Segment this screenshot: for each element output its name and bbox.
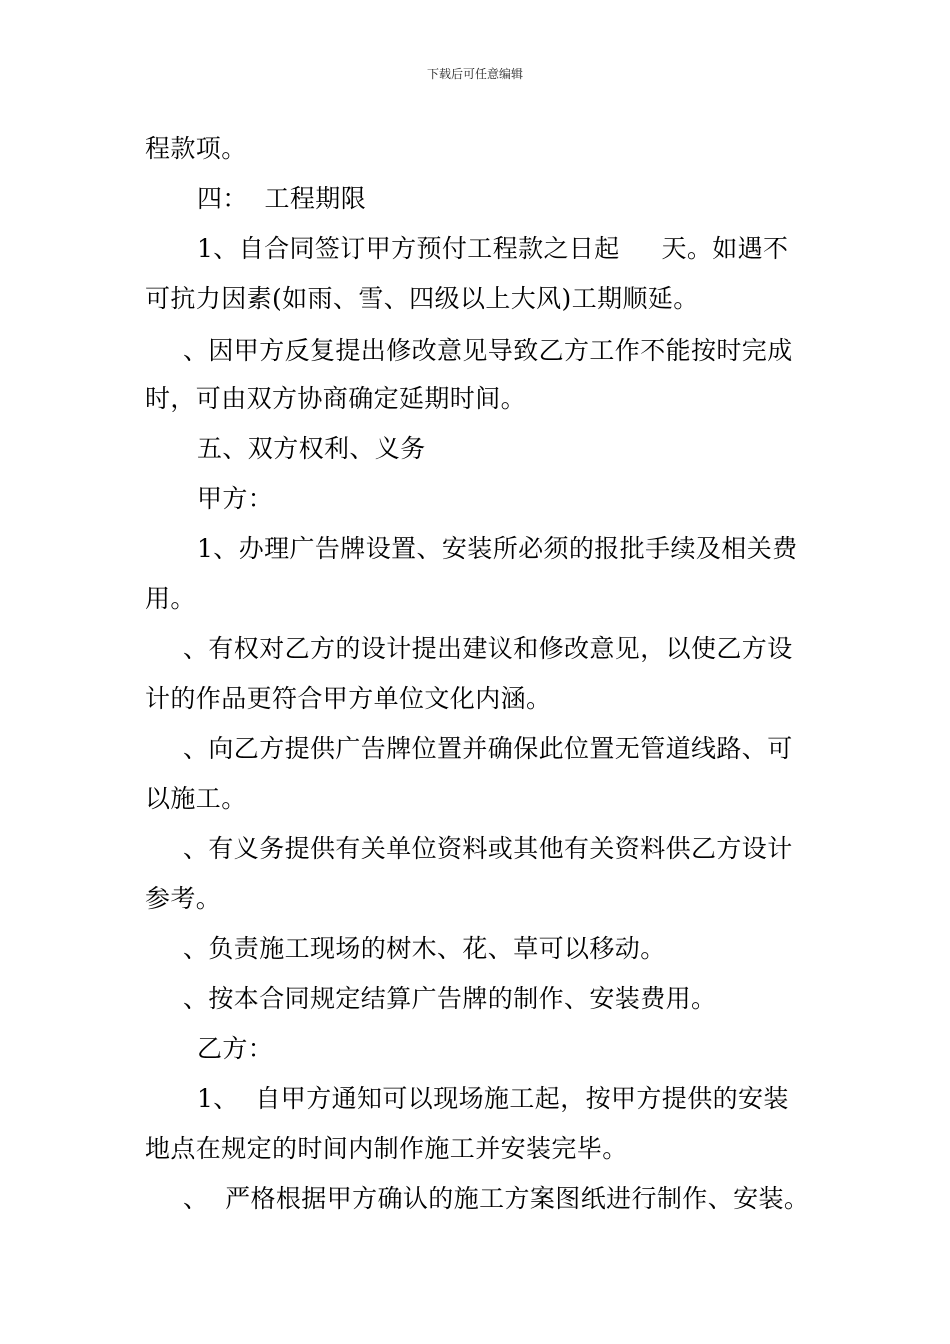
text-line: 、有权对乙方的设计提出建议和修改意见，以使乙方设 xyxy=(183,634,793,663)
section-heading: 五、双方权利、义务 xyxy=(197,434,426,463)
text-line: 地点在规定的时间内制作施工并安装完毕。 xyxy=(145,1134,628,1163)
text-line: 、有义务提供有关单位资料或其他有关资料供乙方设计 xyxy=(183,834,793,863)
text-line: 参考。 xyxy=(145,884,222,913)
text-line: 可抗力因素(如雨、雪、四级以上大风)工期顺延。 xyxy=(145,284,699,313)
page-header: 下载后可任意编辑 xyxy=(426,67,523,81)
section-heading: 四： 工程期限 xyxy=(197,184,367,213)
text-line: 1、自合同签订甲方预付工程款之日起 天。如遇不 xyxy=(197,234,789,263)
text-line: 1、 自甲方通知可以现场施工起，按甲方提供的安装 xyxy=(197,1084,789,1113)
text-line: 、按本合同规定结算广告牌的制作、安装费用。 xyxy=(183,984,717,1013)
text-line: 时，可由双方协商确定延期时间。 xyxy=(145,384,527,413)
text-line: 以施工。 xyxy=(145,784,247,813)
text-line: 计的作品更符合甲方单位文化内涵。 xyxy=(145,684,552,713)
subheading: 乙方： xyxy=(197,1034,274,1063)
text-line: 、负责施工现场的树木、花、草可以移动。 xyxy=(183,934,666,963)
text-line: 1、办理广告牌设置、安装所必须的报批手续及相关费 xyxy=(197,534,798,563)
text-line: 用。 xyxy=(145,584,196,613)
text-line: 、因甲方反复提出修改意见导致乙方工作不能按时完成 xyxy=(183,336,793,365)
subheading: 甲方： xyxy=(197,484,274,513)
text-line: 、向乙方提供广告牌位置并确保此位置无管道线路、可 xyxy=(183,734,793,763)
text-line: 程款项。 xyxy=(145,134,247,163)
text-line: 、 严格根据甲方确认的施工方案图纸进行制作、安装。 xyxy=(183,1184,810,1213)
